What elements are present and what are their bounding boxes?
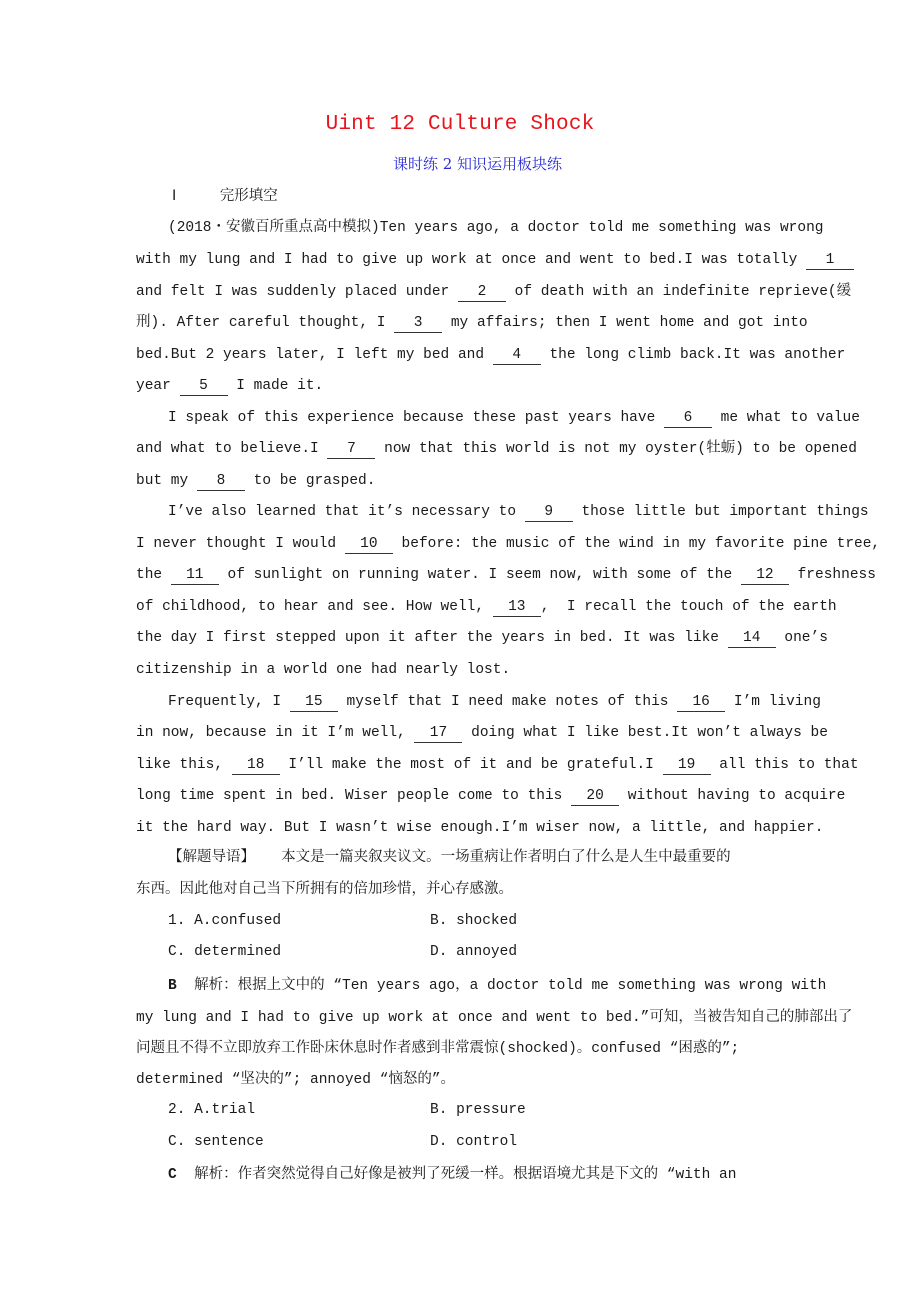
cloze-blank: 17 xyxy=(414,725,462,743)
passage-text: citizenship in a world one had nearly lost. xyxy=(136,662,511,678)
guide-label: 【解题导语】 xyxy=(168,850,255,866)
cloze-blank: 12 xyxy=(741,567,789,585)
passage-line xyxy=(136,723,828,743)
passage-text: now that this world is not my oyster(牡蛎) to be opened xyxy=(375,441,857,457)
passage-text: of childhood, to hear and see. How well, xyxy=(136,599,493,615)
passage-text: and what to believe.I xyxy=(136,441,328,457)
passage-text: it the hard way. But I wasn’t wise enough.I’m wiser now, a little, and happier. xyxy=(136,820,824,836)
q1-option-d: D. annoyed xyxy=(430,944,518,960)
explanation-text: 解析：作者突然觉得自己好像是被判了死缓一样。根据语境尤其是下文的 “with an xyxy=(194,1167,737,1183)
q1-explanation-3: 问题且不得不立即放弃工作卧床休息时作者感到非常震惊(shocked)。confused “困惑的”; xyxy=(136,1041,740,1057)
q1-explanation-2: my lung and I had to give up work at once and went to bed.”可知，当被告知自己的肺部出了 xyxy=(136,1010,853,1026)
passage-line xyxy=(136,818,823,838)
passage-line xyxy=(136,313,808,333)
cloze-blank: 13 xyxy=(493,599,541,617)
passage-text: those little but important things xyxy=(572,504,869,520)
cloze-blank: 1 xyxy=(806,252,854,270)
passage-text: I’ll make the most of it and be grateful.I xyxy=(279,757,663,773)
passage-text: I’ve also learned that it’s necessary to xyxy=(168,504,525,520)
q1-option-a: 1. A.confused xyxy=(168,913,282,929)
cloze-blank: 5 xyxy=(180,378,228,396)
passage-text: in now, because in it I’m well, xyxy=(136,725,415,741)
section-heading: Ⅰ 完形填空 xyxy=(172,189,278,205)
passage-text: of death with an indefinite reprieve(缓 xyxy=(505,284,852,300)
q2-option-a: 2. A.trial xyxy=(168,1102,256,1118)
cloze-blank: 2 xyxy=(458,284,506,302)
cloze-blank: 4 xyxy=(493,347,541,365)
passage-text: year xyxy=(136,378,180,394)
cloze-blank: 7 xyxy=(327,441,375,459)
q2-answer: C xyxy=(168,1167,177,1183)
passage-line xyxy=(168,218,823,238)
guide-text: 本文是一篇夹叙夹议文。一场重病让作者明白了什么是人生中最重要的 xyxy=(281,850,731,866)
passage-line xyxy=(136,282,851,302)
q1-answer: B xyxy=(168,978,177,994)
passage-text: I’m living xyxy=(725,694,821,710)
passage-line xyxy=(136,565,876,585)
passage-text: the xyxy=(136,567,171,583)
passage-text: my affairs; then I went home and got into xyxy=(442,315,808,331)
passage-line xyxy=(168,502,869,522)
cloze-blank: 14 xyxy=(728,630,776,648)
explanation-text: 解析：根据上文中的 “Ten years ago，a doctor told me something was wrong with xyxy=(194,978,827,994)
passage-text: long time spent in bed. Wiser people come to this xyxy=(136,788,572,804)
passage-line xyxy=(136,376,323,396)
cloze-blank: 15 xyxy=(290,694,338,712)
passage-text: the long climb back.It was another xyxy=(540,347,846,363)
q2-option-c: C. sentence xyxy=(168,1134,264,1150)
passage-text: I never thought I would xyxy=(136,536,345,552)
passage-text: , I recall the touch of the earth xyxy=(540,599,837,615)
page-subtitle: 课时练 2 知识运用板块练 xyxy=(392,155,563,173)
guide-line-2: 东西。因此他对自己当下所拥有的倍加珍惜，并心存感激。 xyxy=(136,882,513,898)
guide-line-1 xyxy=(168,848,731,868)
cloze-blank: 19 xyxy=(663,757,711,775)
passage-line xyxy=(136,660,510,680)
cloze-blank: 16 xyxy=(677,694,725,712)
passage-text: all this to that xyxy=(710,757,859,773)
passage-line xyxy=(168,692,821,712)
passage-text: of sunlight on running water. I seem now, with some of the xyxy=(218,567,741,583)
passage-text: 刑). After careful thought, I xyxy=(136,315,395,331)
passage-line xyxy=(136,250,854,270)
cloze-blank: 20 xyxy=(571,788,619,806)
q1-explanation-4: determined “坚决的”; annoyed “恼怒的”。 xyxy=(136,1072,456,1088)
passage-text: (2018・安徽百所重点高中模拟)Ten years ago, a doctor told me something was wrong xyxy=(168,220,824,236)
passage-text: I speak of this experience because these past years have xyxy=(168,410,664,426)
passage-line xyxy=(136,755,859,775)
cloze-blank: 10 xyxy=(345,536,393,554)
passage-text: I made it. xyxy=(227,378,324,394)
passage-line xyxy=(136,786,845,806)
passage-text: but my xyxy=(136,473,197,489)
passage-text: without having to acquire xyxy=(619,788,846,804)
passage-text: before: the music of the wind in my favorite pine tree, xyxy=(392,536,881,552)
passage-line xyxy=(136,628,828,648)
passage-text: me what to value xyxy=(711,410,860,426)
q1-option-c: C. determined xyxy=(168,944,282,960)
passage-text: the day I first stepped upon it after the years in bed. It was like xyxy=(136,630,728,646)
passage-text: and felt I was suddenly placed under xyxy=(136,284,458,300)
cloze-blank: 11 xyxy=(171,567,219,585)
cloze-blank: 8 xyxy=(197,473,245,491)
passage-text: one’s xyxy=(775,630,828,646)
passage-text: myself that I need make notes of this xyxy=(337,694,678,710)
passage-line xyxy=(136,345,845,365)
passage-text: Frequently, I xyxy=(168,694,290,710)
passage-text: freshness xyxy=(788,567,876,583)
q1-option-b: B. shocked xyxy=(430,913,518,929)
cloze-blank: 6 xyxy=(664,410,712,428)
passage-text: like this, xyxy=(136,757,232,773)
q1-explanation-1 xyxy=(168,976,826,996)
passage-line xyxy=(136,439,857,459)
passage-line xyxy=(136,597,837,617)
page-title: Uint 12 Culture Shock xyxy=(325,113,595,136)
passage-text: doing what I like best.It won’t always be xyxy=(462,725,828,741)
passage-line xyxy=(168,408,860,428)
passage-line xyxy=(136,471,375,491)
cloze-blank: 3 xyxy=(394,315,442,333)
q2-option-b: B. pressure xyxy=(430,1102,526,1118)
q2-option-d: D. control xyxy=(430,1134,518,1150)
cloze-blank: 18 xyxy=(232,757,280,775)
passage-text: with my lung and I had to give up work at once and went to bed.I was totally xyxy=(136,252,807,268)
cloze-blank: 9 xyxy=(525,504,573,522)
passage-line xyxy=(136,534,880,554)
passage-text: bed.But 2 years later, I left my bed and xyxy=(136,347,493,363)
passage-text: to be grasped. xyxy=(244,473,376,489)
q2-explanation-1 xyxy=(168,1165,736,1185)
